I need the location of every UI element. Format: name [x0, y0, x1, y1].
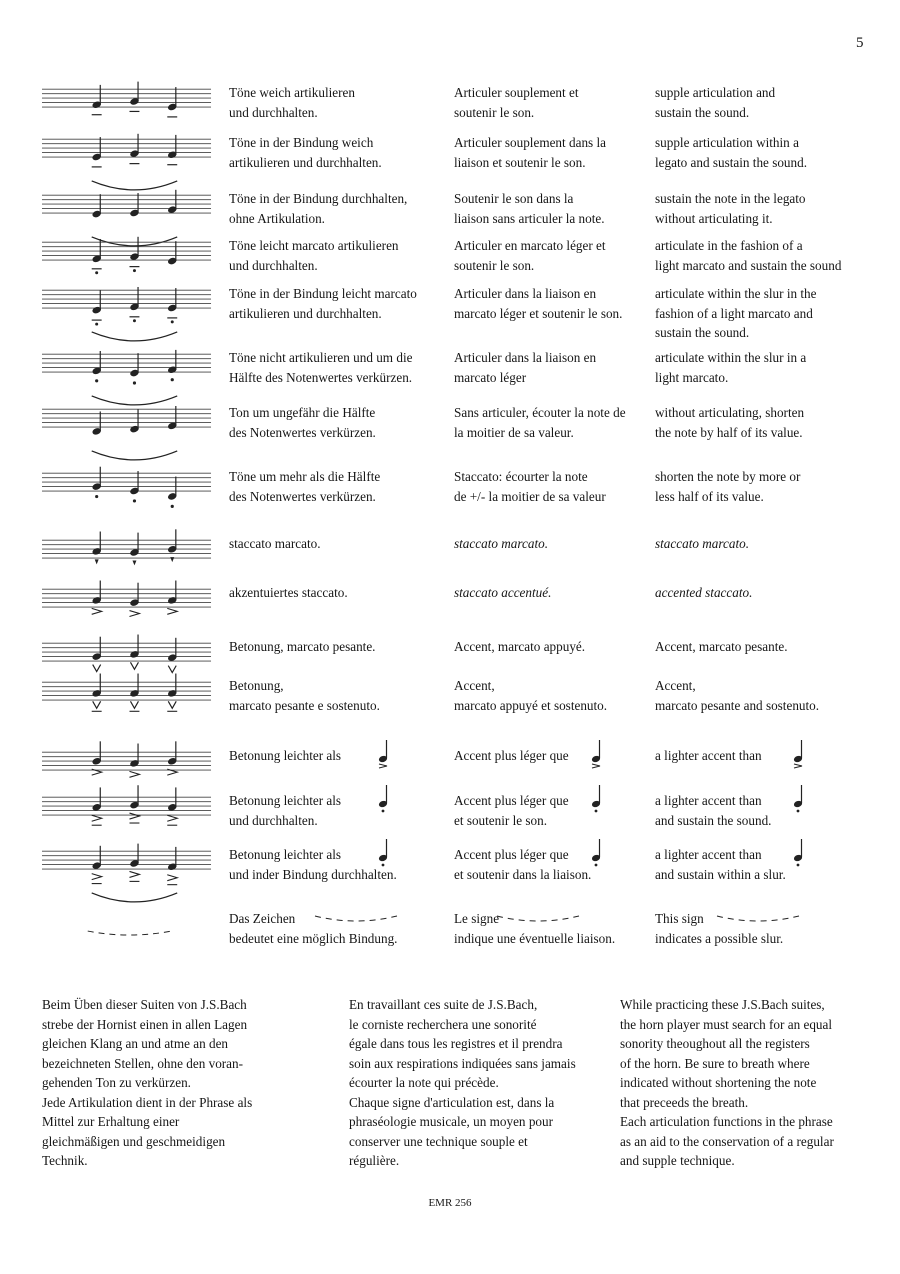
- dashed-slur: [315, 916, 397, 921]
- reference-note: [588, 837, 606, 871]
- music-staff: [40, 284, 215, 354]
- german-text: Betonung leichter als: [229, 748, 342, 763]
- french-text: Articuler souplement dans la liaison et soutenir le son.: [454, 135, 606, 170]
- dashed-slur-sign: [313, 913, 399, 927]
- slur: [92, 332, 178, 341]
- accent-mark: [592, 764, 600, 768]
- reference-note: [588, 783, 606, 817]
- staccato-dot: [133, 381, 136, 384]
- staccato-dot: [95, 271, 98, 274]
- german-text: Töne um mehr als die Hälfte des Notenwertes verkürzen.: [229, 469, 381, 504]
- marcato-mark: [168, 701, 176, 708]
- english-text: staccato marcato.: [655, 536, 750, 551]
- staccato-dot: [595, 864, 598, 867]
- accent-mark: [167, 815, 177, 821]
- english-text: articulate in the fashion of a light marcato and sustain the sound: [655, 238, 842, 273]
- french-text: Accent plus léger que et soutenir dans la liaison.: [454, 847, 592, 882]
- accent-mark: [379, 764, 387, 768]
- german-text: Betonung, marcato pesante e sostenuto.: [229, 678, 380, 713]
- french-text: staccato accentué.: [454, 585, 552, 600]
- french-text: Accent, marcato appuyé.: [454, 639, 586, 654]
- paragraph-english: While practicing these J.S.Bach suites, the horn player must search for an equal sonority theoughout all the registers of the horn. Be sure to breath where indicated without shortening the note that preceeds the breath. Each articulation functions in the phrase as an aid to the conservation of a regular and supple technique.: [620, 997, 834, 1168]
- german-text: Ton um ungefähr die Hälfte des Notenwertes verkürzen.: [229, 405, 376, 440]
- accent-mark: [92, 815, 102, 821]
- french-text: staccato marcato.: [454, 536, 549, 551]
- staccato-wedge: [95, 559, 99, 564]
- reference-note: [588, 738, 606, 772]
- accent-mark: [92, 874, 102, 880]
- german-text: Töne nicht artikulieren und um die Hälfte des Notenwertes verkürzen.: [229, 350, 413, 385]
- staccato-dot: [133, 269, 136, 272]
- dashed-slur: [88, 931, 172, 935]
- staccato-dot: [171, 320, 174, 323]
- french-text: Articuler en marcato léger et soutenir le son.: [454, 238, 606, 273]
- french-text: Sans articuler, écouter la note de la moitier de sa valeur.: [454, 405, 626, 440]
- reference-note: [375, 738, 393, 772]
- marcato-mark: [93, 701, 101, 708]
- dashed-slur-sign: [495, 913, 581, 927]
- german-text: Das Zeichen bedeutet eine möglich Bindung.: [229, 911, 398, 946]
- dashed-slur-sign: [715, 913, 801, 927]
- french-text: Articuler souplement et soutenir le son.: [454, 85, 579, 120]
- german-text: Töne leicht marcato artikulieren und durchhalten.: [229, 238, 399, 273]
- german-text: Töne weich artikulieren und durchhalten.: [229, 85, 355, 120]
- staccato-dot: [382, 810, 385, 813]
- staccato-dot: [133, 319, 136, 322]
- staccato-dot: [382, 864, 385, 867]
- marcato-mark: [130, 662, 138, 669]
- staccato-dot: [95, 323, 98, 326]
- reference-note: [375, 783, 393, 817]
- french-text: Accent plus léger que et soutenir le son.: [454, 793, 569, 828]
- paragraph-french: En travaillant ces suite de J.S.Bach, le corniste recherchera une sonorité égale dans tous les registres et il prendra soin aux respirations indiquées sans jamais écourter la note qui précède. Chaque signe d'articulation est, dans la phraséologie musicale, un moyen pour conserver une technique souple et régulière.: [349, 997, 576, 1168]
- german-text: akzentuiertes staccato.: [229, 585, 348, 600]
- accent-mark: [129, 611, 139, 617]
- accent-mark: [794, 764, 802, 768]
- german-text: Töne in der Bindung durchhalten, ohne Artikulation.: [229, 191, 408, 226]
- german-text: Töne in der Bindung leicht marcato artikulieren und durchhalten.: [229, 286, 417, 321]
- music-staff: [40, 909, 215, 979]
- german-text: Betonung, marcato pesante.: [229, 639, 376, 654]
- staccato-dot: [95, 495, 98, 498]
- accent-mark: [92, 608, 102, 614]
- english-text: supple articulation within a legato and sustain the sound.: [655, 135, 807, 170]
- marcato-mark: [93, 665, 101, 672]
- german-text: Betonung leichter als und inder Bindung durchhalten.: [229, 847, 397, 882]
- english-text: a lighter accent than: [655, 748, 762, 763]
- german-text: Betonung leichter als und durchhalten.: [229, 793, 342, 828]
- staccato-wedge: [132, 560, 136, 565]
- french-text: Soutenir le son dans la liaison sans articuler la note.: [454, 191, 605, 226]
- german-text: Töne in der Bindung weich artikulieren und durchhalten.: [229, 135, 382, 170]
- english-text: without articulating, shorten the note by half of its value.: [655, 405, 805, 440]
- english-text: shorten the note by more or less half of its value.: [655, 469, 801, 504]
- page-number: 5: [856, 35, 864, 51]
- english-text: a lighter accent than and sustain within a slur.: [655, 847, 786, 882]
- accent-mark: [129, 871, 139, 877]
- staccato-dot: [133, 499, 136, 502]
- paragraph-german: Beim Üben dieser Suiten von J.S.Bach strebe der Hornist einen in allen Lagen gleichen Klang an und atme an den bezeichneten Stellen, ohne den voran- gehenden Ton zu verkürzen. Jede Artikulation dient in der Phrase als Mittel zur Erhaltung einer gleichmäßigen und geschmeidigen Technik.: [42, 997, 253, 1168]
- music-staff: [40, 845, 215, 915]
- marcato-mark: [168, 666, 176, 673]
- dashed-slur: [717, 916, 799, 921]
- marcato-mark: [130, 701, 138, 708]
- english-text: Accent, marcato pesante and sostenuto.: [655, 678, 820, 713]
- reference-note: [790, 783, 808, 817]
- accent-mark: [167, 608, 177, 614]
- music-staff: [40, 676, 215, 746]
- accent-mark: [129, 771, 139, 777]
- english-text: a lighter accent than and sustain the sound.: [655, 793, 772, 828]
- french-text: Articuler dans la liaison en marcato léger: [454, 350, 597, 385]
- german-text: staccato marcato.: [229, 536, 321, 551]
- reference-note: [790, 738, 808, 772]
- english-text: This sign indicates a possible slur.: [655, 911, 784, 946]
- staccato-dot: [797, 864, 800, 867]
- english-text: articulate within the slur in a light marcato.: [655, 350, 807, 385]
- english-text: supple articulation and sustain the sound.: [655, 85, 776, 120]
- reference-note: [790, 837, 808, 871]
- staccato-dot: [171, 378, 174, 381]
- french-text: Articuler dans la liaison en marcato léger et soutenir le son.: [454, 286, 623, 321]
- slur: [92, 893, 178, 902]
- music-staff: [40, 467, 215, 537]
- french-text: Le signe indique une éventuelle liaison.: [454, 911, 616, 946]
- slur: [92, 451, 178, 460]
- staccato-wedge: [170, 557, 174, 562]
- english-text: sustain the note in the legato without articulating it.: [655, 191, 806, 226]
- accent-mark: [167, 875, 177, 881]
- staccato-dot: [95, 379, 98, 382]
- catalog-number: EMR 256: [428, 1197, 472, 1209]
- french-text: Staccato: écourter la note de +/- la moitier de sa valeur: [454, 469, 606, 504]
- french-text: Accent plus léger que: [454, 748, 569, 763]
- staccato-dot: [595, 810, 598, 813]
- french-text: Accent, marcato appuyé et sostenuto.: [454, 678, 608, 713]
- english-text: Accent, marcato pesante.: [655, 639, 788, 654]
- music-staff: [40, 403, 215, 473]
- staccato-dot: [171, 505, 174, 508]
- english-text: articulate within the slur in the fashion of a light marcato and sustain the sound.: [655, 286, 817, 340]
- staccato-dot: [797, 810, 800, 813]
- accent-mark: [129, 813, 139, 819]
- english-text: accented staccato.: [655, 585, 753, 600]
- reference-note: [375, 837, 393, 871]
- dashed-slur: [497, 916, 579, 921]
